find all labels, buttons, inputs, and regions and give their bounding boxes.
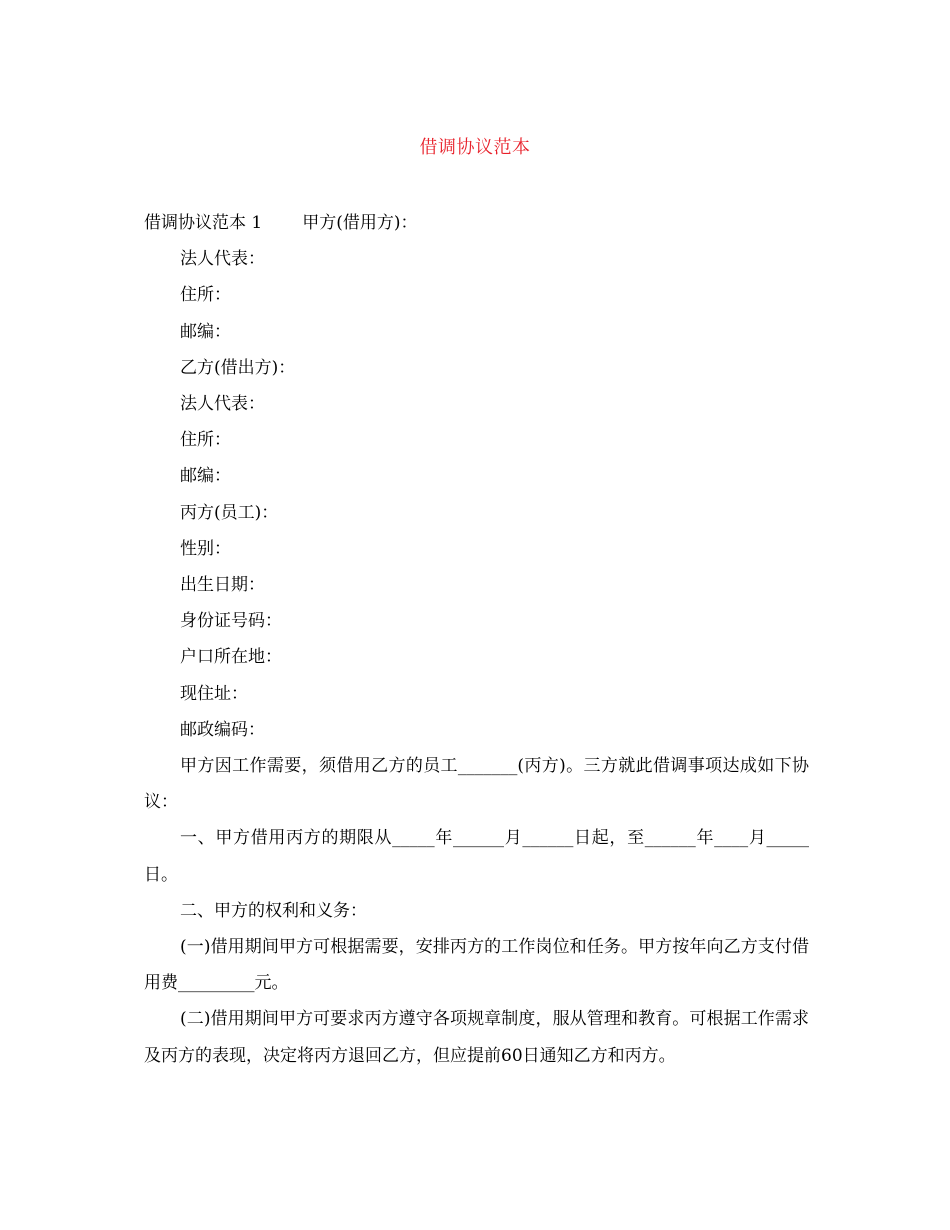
paragraph-clause-2: (二)借用期间甲方可要求丙方遵守各项规章制度，服从管理和教育。可根据工作需求及丙方的表现，决定将丙方退回乙方，但应提前60日通知乙方和丙方。: [144, 1009, 809, 1066]
field-legal-rep-b: 法人代表：: [180, 394, 265, 415]
field-birth-date: 出生日期：: [180, 575, 265, 596]
field-current-address: 现住址：: [180, 683, 248, 704]
agreement-label: 借调协议范本 1: [144, 213, 263, 233]
document-title: 借调协议范本: [419, 137, 531, 158]
paragraph-intro: 甲方因工作需要，须借用乙方的员工_______(丙方)。三方就此借调事项达成如下协议：: [144, 756, 809, 813]
document-body: [144, 205, 809, 1074]
party-a-label: 甲方(借用方)：: [302, 213, 418, 233]
party-c-label: 丙方(员工)：: [180, 502, 279, 523]
field-id-number: 身份证号码：: [180, 611, 282, 632]
field-postcode-b: 邮编：: [180, 466, 231, 487]
field-address-a: 住所：: [180, 285, 231, 306]
field-address-b: 住所：: [180, 430, 231, 451]
field-postal-code: 邮政编码：: [180, 719, 265, 740]
field-legal-rep-a: 法人代表：: [180, 249, 265, 270]
field-gender: 性别：: [180, 538, 231, 559]
party-b-label: 乙方(借出方)：: [180, 357, 296, 378]
paragraph-term: 一、甲方借用丙方的期限从_____年______月______日起，至______年____月_____日。: [144, 828, 809, 885]
paragraph-rights-heading: 二、甲方的权利和义务：: [180, 900, 367, 921]
field-postcode-a: 邮编：: [180, 321, 231, 342]
paragraph-clause-1: (一)借用期间甲方可根据需要，安排丙方的工作岗位和任务。甲方按年向乙方支付借用费_________元。: [144, 937, 809, 994]
field-hukou-location: 户口所在地：: [180, 647, 282, 668]
agreement-heading: [144, 205, 809, 241]
